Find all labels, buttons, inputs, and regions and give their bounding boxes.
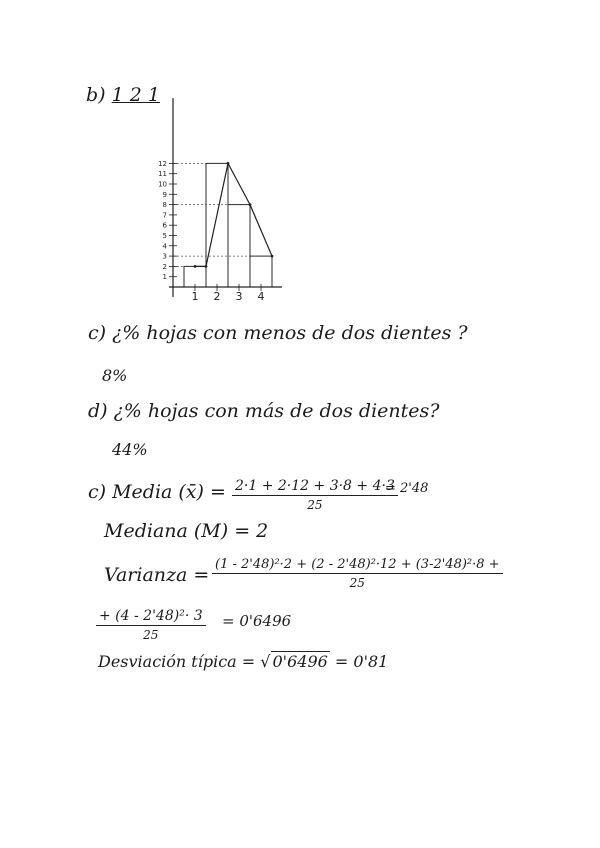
desviacion-result: = 0'81 bbox=[334, 652, 389, 671]
chart-bars bbox=[173, 163, 272, 287]
x-tick-label-3: 3 bbox=[235, 290, 243, 303]
y-tick-label-11: 11 bbox=[158, 170, 167, 179]
y-tick-label-8: 8 bbox=[162, 201, 167, 210]
varianza-result: = 0'6496 bbox=[222, 612, 292, 630]
part-c1-question: c) ¿% hojas con menos de dos dientes ? bbox=[88, 322, 468, 344]
y-tick-label-3: 3 bbox=[162, 252, 167, 261]
bar-1 bbox=[184, 266, 206, 287]
varianza-numerator: (1 - 2'48)²·2 + (2 - 2'48)²·12 + (3-2'48)²·8 + bbox=[212, 557, 503, 574]
media-label: c) Media (x̄) = bbox=[88, 481, 226, 503]
y-tick-label-12: 12 bbox=[158, 159, 167, 168]
chart-axes bbox=[169, 98, 282, 297]
x-tick-label-4: 4 bbox=[257, 290, 265, 303]
x-tick-label-1: 1 bbox=[191, 290, 199, 303]
y-tick-label-9: 9 bbox=[162, 190, 167, 199]
y-tick-label-5: 5 bbox=[162, 232, 167, 240]
y-tick-label-4: 4 bbox=[162, 242, 167, 251]
sqrt-symbol: √ bbox=[260, 652, 271, 671]
polygon-point-0 bbox=[194, 265, 197, 268]
varianza-label: Varianza = bbox=[104, 564, 210, 586]
polygon-point-3 bbox=[249, 203, 252, 206]
part-b-underlined: 1 2 1 bbox=[111, 84, 160, 106]
y-tick-label-6: 6 bbox=[162, 221, 167, 230]
bar-2 bbox=[206, 163, 228, 287]
media-fraction bbox=[232, 478, 398, 512]
polygon-point-2 bbox=[227, 162, 230, 165]
y-tick-label-10: 10 bbox=[158, 180, 167, 189]
varianza-fraction bbox=[212, 557, 503, 590]
y-tick-labels bbox=[158, 160, 177, 281]
part-d-question: d) ¿% hojas con más de dos dientes? bbox=[88, 400, 440, 422]
y-tick-label-7: 7 bbox=[162, 211, 167, 220]
polygon-line bbox=[195, 163, 272, 266]
bar-3 bbox=[228, 205, 250, 287]
mediana-line: Mediana (M) = 2 bbox=[104, 520, 269, 542]
part-b-label: b) bbox=[86, 84, 106, 106]
media-numerator: 2·1 + 2·12 + 3·8 + 4·3 bbox=[232, 478, 398, 496]
media-denominator: 25 bbox=[307, 498, 323, 512]
polygon-point-1 bbox=[205, 265, 208, 268]
y-tick-label-1: 1 bbox=[162, 273, 167, 282]
media-result: = 2'48 bbox=[385, 481, 429, 496]
bar-4 bbox=[250, 256, 272, 287]
desviacion-label: Desviación típica = bbox=[98, 652, 256, 671]
x-tick-label-2: 2 bbox=[213, 290, 221, 303]
desviacion-radicand: 0'6496 bbox=[272, 652, 328, 671]
part-d-answer: 44% bbox=[112, 440, 148, 459]
varianza-denominator: 25 bbox=[349, 576, 365, 590]
varianza-cont-numerator: + (4 - 2'48)²· 3 bbox=[96, 608, 206, 626]
varianza-cont-fraction bbox=[96, 608, 206, 642]
varianza-cont-denominator: 25 bbox=[143, 628, 159, 642]
histogram-chart bbox=[140, 92, 310, 310]
desviacion-line bbox=[98, 652, 388, 671]
part-c1-answer: 8% bbox=[102, 366, 128, 385]
polygon-point-4 bbox=[271, 255, 274, 258]
y-tick-label-2: 2 bbox=[162, 262, 167, 271]
